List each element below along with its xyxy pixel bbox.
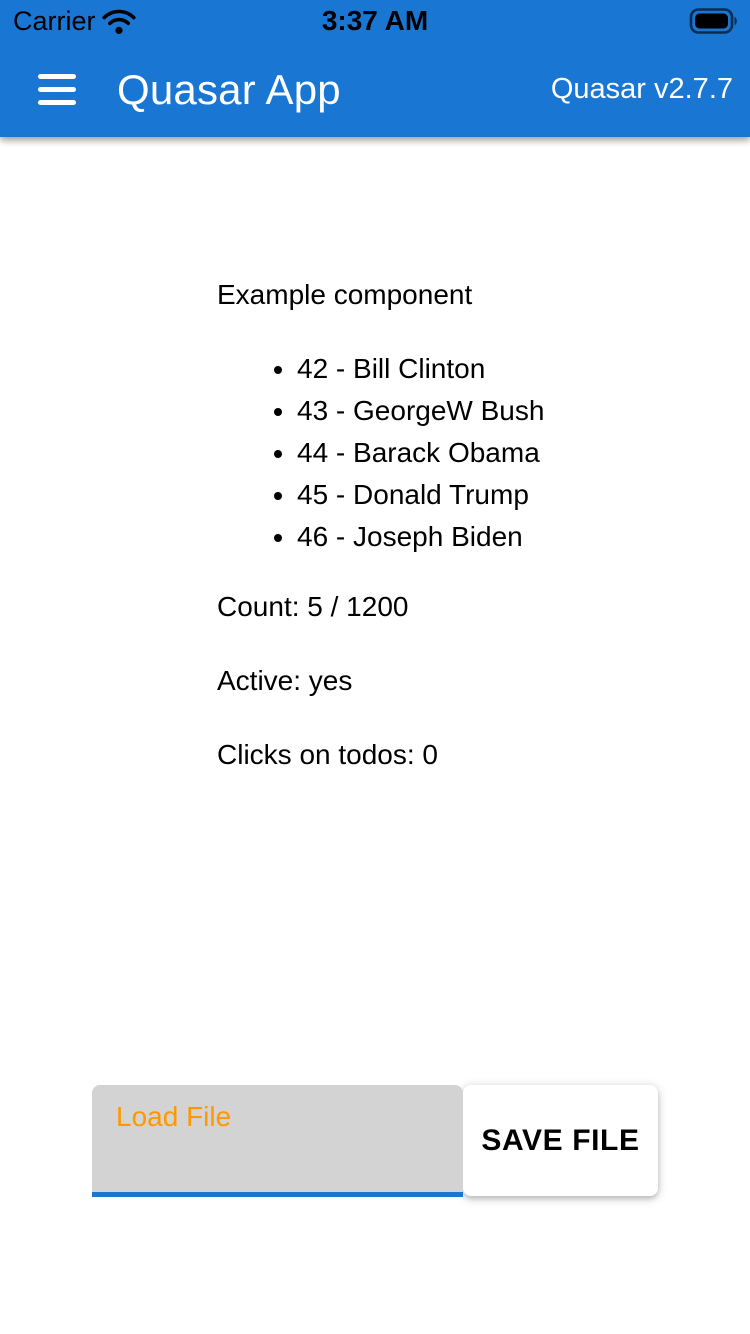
todo-item[interactable]: • 42 - Bill Clinton xyxy=(297,348,544,390)
quasar-version-label: Quasar v2.7.7 xyxy=(550,73,733,105)
save-file-button[interactable] xyxy=(463,1085,658,1196)
hamburger-icon xyxy=(38,74,76,79)
todo-item[interactable]: • 46 - Joseph Biden xyxy=(297,516,544,558)
app-title: Quasar App xyxy=(117,65,341,113)
todo-item[interactable]: • 45 - Donald Trump xyxy=(297,474,544,516)
clicks-label: Clicks on todos: 0 xyxy=(217,739,438,770)
todo-list xyxy=(217,348,544,558)
status-time: 3:37 AM xyxy=(321,5,429,36)
example-heading: Example component xyxy=(217,279,473,310)
todo-item[interactable]: • 44 - Barack Obama xyxy=(297,432,544,474)
carrier-label: Carrier xyxy=(13,6,96,36)
battery-icon xyxy=(689,6,739,41)
save-file-label: SAVE FILE xyxy=(481,1123,640,1157)
menu-button[interactable] xyxy=(38,74,76,105)
example-component xyxy=(217,274,544,808)
app-header xyxy=(0,0,750,137)
load-file-input[interactable] xyxy=(92,1085,463,1197)
count-label: Count: 5 / 1200 xyxy=(217,591,409,622)
toolbar xyxy=(0,42,750,137)
load-file-label: Load File xyxy=(116,1101,232,1132)
status-bar xyxy=(0,0,750,42)
active-label: Active: yes xyxy=(217,665,353,696)
todo-item[interactable]: • 43 - GeorgeW Bush xyxy=(297,390,544,432)
action-row xyxy=(92,1085,658,1197)
